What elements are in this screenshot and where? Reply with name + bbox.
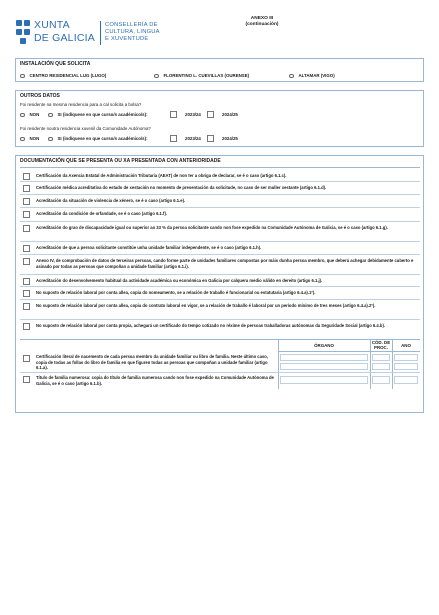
doc-label: Acreditación de que a persoa solicitante constitúe unha unidade familiar independente, se é o caso (artigo 6.1.h). [36, 245, 262, 250]
table-row-rule [20, 372, 420, 373]
doc-checkbox-appointment[interactable] [23, 290, 30, 297]
doc-checkbox-work-contract[interactable] [23, 303, 30, 310]
doc-label: Acreditación do grao de discapacidade igual ou superior ao 33 % da persoa solicitante cando non fose expedido na Comunidade Autónoma de Galicia, se é o caso (artigo 6.1.g). [36, 225, 388, 230]
doc-label: Acreditación do desenvolvemento habitual da actividade académica ou económica en Galicia por calquera medio válido en dereito (artigo 6.1.j). [36, 278, 323, 283]
question-same-residence: Foi residente na mesma residencia para a cal solicita a bolsa? [20, 102, 142, 107]
doc-item [20, 242, 420, 255]
q2-year1-checkbox[interactable] [170, 135, 177, 142]
doc-label: No suposto de relación laboral por conta allea, copia do nomeamento, se a relación de traballo é funcionarial ou estatutaria (artigo 6.4.a).1º). [36, 290, 316, 295]
table-header-proc-code: CÓD. DE PROC. [371, 340, 391, 350]
consulted-documents-table [20, 339, 420, 389]
q1-year2-label: 2024/25 [222, 112, 238, 117]
birth-organ-field-2[interactable] [280, 363, 368, 370]
q1-no-radio[interactable] [20, 113, 25, 118]
doc-item [20, 208, 420, 222]
doc-checkbox-pregnancy[interactable] [23, 185, 30, 192]
doc-checkbox-academic-activity[interactable] [23, 278, 30, 285]
annex-title: ANEXO III (continuación) [245, 16, 279, 27]
other-data-section [15, 90, 424, 147]
doc-label: Acreditación da condición de orfandade, se é o caso (artigo 6.1.f). [36, 211, 168, 216]
doc-item [20, 287, 420, 300]
large-family-year-field[interactable] [394, 376, 418, 384]
q2-yes-radio[interactable] [48, 137, 53, 142]
installation-option-vigo[interactable]: ALTAMAR (VIGO) [289, 73, 335, 78]
doc-label: No suposto de relación laboral por conta propia, achegará un certificado do tempo cotizado no réxime de persoas traballadoras autónomas da Seguridade Social (artigo 6.4.b). [36, 323, 386, 328]
radio-lugo[interactable] [20, 74, 25, 79]
birth-proc-code-field[interactable] [372, 354, 390, 361]
documentation-list [20, 170, 420, 389]
doc-item [20, 255, 420, 275]
installation-title: INSTALACIÓN QUE SOLICITA [20, 61, 91, 67]
table-header-rule [278, 351, 420, 352]
doc-checkbox-annex-iv[interactable] [23, 258, 30, 265]
doc-checkbox-disability[interactable] [23, 225, 30, 232]
table-top-rule [20, 339, 420, 340]
q2-yes-option[interactable]: SI (indíquese en que curso/s académico/s): [48, 136, 148, 141]
answer-row-2 [20, 136, 420, 144]
doc-label: Acreditación da situación de violencia de xénero, se é o caso (artigo 6.1.e). [36, 198, 186, 203]
header-divider [100, 21, 101, 45]
birth-organ-field[interactable] [280, 354, 368, 361]
q1-year1-label: 2023/24 [185, 112, 201, 117]
documentation-title: DOCUMENTACIÓN QUE SE PRESENTA OU XA PRESENTADA CON ANTERIORIDADE [20, 158, 221, 164]
installation-section [15, 58, 424, 82]
doc-checkbox-aeat[interactable] [23, 173, 30, 180]
large-family-organ-field[interactable] [280, 376, 368, 384]
installation-option-ourense[interactable]: FLORENTINO L. CUEVILLAS (OURENSE) [154, 73, 249, 78]
documentation-section [15, 155, 424, 413]
doc-checkbox-independent-unit[interactable] [23, 245, 30, 252]
q1-no-option[interactable]: NON [20, 112, 39, 117]
documentation-title-rule [20, 167, 420, 168]
q2-year1-label: 2023/24 [185, 136, 201, 141]
birth-proc-code-field-2[interactable] [372, 363, 390, 370]
table-doc-label-birth: Certificación literal de nacemento de cada persoa membro da unidade familiar ou libro de familia. Neste último caso, copia de todas as follas do libro de familia en que figuren todas as persoas que compoñan a unidade familiar (artigo 6.1.a). [36, 354, 269, 370]
doc-checkbox-violence[interactable] [23, 198, 30, 205]
radio-ourense[interactable] [154, 74, 159, 79]
q2-year2-label: 2024/25 [222, 136, 238, 141]
q1-year1-checkbox[interactable] [170, 111, 177, 118]
doc-item [20, 320, 420, 339]
q2-no-radio[interactable] [20, 137, 25, 142]
q2-year2-checkbox[interactable] [207, 135, 214, 142]
question-other-residence: Foi residente noutra residencia xuvenil da Comunidade Autónoma? [20, 126, 151, 131]
birth-year-field-2[interactable] [394, 363, 418, 370]
doc-checkbox-birth-certificate[interactable] [23, 355, 30, 362]
large-family-proc-code-field[interactable] [372, 376, 390, 384]
doc-label: Anexo IV, de comprobación de datos de terceiras persoas, cando forme parte de unidades familiares compostas por máis dunha persoa membro, que deberá achegar debidamente cuberto e asinado por todas as persoas que compoñan a unidade familiar (artigo 6.1.i). [36, 258, 414, 269]
q1-yes-radio[interactable] [48, 113, 53, 118]
table-doc-label-large-family: Título de familia numerosa: copia do título de familia numerosa cando non fose expedido na Comunidade Autónoma de Galicia, se é o caso (artigo 6.1.b). [36, 375, 274, 386]
doc-checkbox-self-employed[interactable] [23, 323, 30, 330]
page-header [16, 12, 426, 52]
doc-item [20, 222, 420, 242]
xunta-emblem-icon [16, 20, 30, 44]
doc-item [20, 170, 420, 182]
xunta-wordmark: XUNTA DE GALICIA [34, 19, 95, 44]
doc-label: No suposto de relación laboral por conta allea, copia do contrato laboral en vigor, se a relación de traballo é laboral por un período mínimo de tres meses (artigo 6.4.a).2º). [36, 303, 376, 308]
doc-item [20, 195, 420, 208]
answer-row-1 [20, 112, 420, 120]
radio-vigo[interactable] [289, 74, 294, 79]
doc-label: Certificación médica acreditativa do estado de xestación no momento de presentación da solicitude, no caso de ser muller xestante (artigo 6.1.d). [36, 185, 327, 190]
q2-no-option[interactable]: NON [20, 136, 39, 141]
table-header-year: ANO [401, 343, 411, 348]
xunta-logo [16, 20, 104, 46]
doc-item [20, 182, 420, 195]
conselleria-name: CONSELLERÍA DE CULTURA, LINGUA E XUVENTUDE [105, 22, 160, 43]
doc-item [20, 300, 420, 320]
birth-year-field[interactable] [394, 354, 418, 361]
doc-item [20, 275, 420, 287]
doc-checkbox-large-family[interactable] [23, 376, 30, 383]
doc-checkbox-orphan[interactable] [23, 211, 30, 218]
q1-year2-checkbox[interactable] [207, 111, 214, 118]
q1-yes-option[interactable]: SI (indíquese en que curso/s académico/s): [48, 112, 148, 117]
other-data-title: OUTROS DATOS [20, 93, 60, 99]
table-header-organ: ÓRGANO [314, 343, 334, 348]
installation-option-lugo[interactable]: CENTRO RESIDENCIAL LUG (LUGO) [20, 73, 106, 78]
doc-label: Certificación da Axencia Estatal de Administración Tributaria (AEAT) de non ter a obriga de declarar, se é o caso (artigo 6.1.c). [36, 173, 287, 178]
